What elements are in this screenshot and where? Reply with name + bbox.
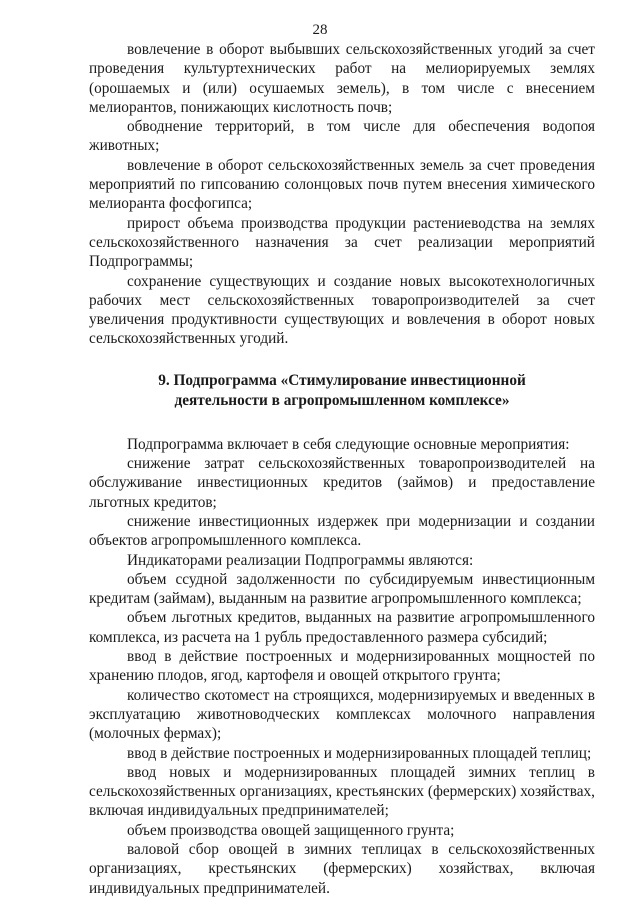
- section-heading-line-2: деятельности в агропромышленном комплексе»: [174, 391, 510, 409]
- paragraph: ввод в действие построенных и модернизированных площадей теплиц;: [127, 744, 592, 762]
- paragraph: Индикаторами реализации Подпрограммы являются:: [127, 551, 474, 569]
- paragraph: ввод новых и модернизированных площадей зимних теплиц в сельскохозяйственных организациях, крестьянских (фермерских) хозяйствах, включая индивидуальных предпринимателей;: [89, 763, 595, 820]
- paragraph: валовой сбор овощей в зимних теплицах в сельскохозяйственных организациях, крестьянских (фермерских) хозяйствах, включая индивидуальных предпринимателей.: [89, 840, 595, 897]
- paragraph: обводнение территорий, в том числе для обеспечения водопоя животных;: [89, 118, 595, 155]
- paragraph: объем ссудной задолженности по субсидируемым инвестиционным кредитам (займам), выданным на развитие агропромышленного комплекса;: [89, 570, 595, 608]
- paragraph: Подпрограмма включает в себя следующие основные мероприятия:: [127, 435, 570, 453]
- section-heading-line-1: 9. Подпрограмма «Стимулирование инвестиционной: [158, 371, 526, 389]
- paragraph: количество скотомест на строящихся, модернизируемых и введенных в эксплуатацию животноводческих комплексах молочного направления (молочных фермах);: [89, 686, 595, 743]
- paragraph: ввод в действие построенных и модернизированных мощностей по хранению плодов, ягод, картофеля и овощей открытого грунта;: [89, 648, 595, 685]
- paragraph: объем льготных кредитов, выданных на развитие агропромышленного комплекса, из расчета на 1 рубль предоставленного размера субсидий;: [89, 609, 595, 646]
- paragraph: сохранение существующих и создание новых высокотехнологичных рабочих мест сельскохозяйственных товаропроизводителей за счет увеличения продуктивности существующих и вовлечения в оборот новых сельскохозяйственных угодий.: [89, 272, 595, 348]
- paragraph: вовлечение в оборот сельскохозяйственных земель за счет проведения мероприятий по гипсованию солонцовых почв путем внесения химического мелиоранта фосфогипса;: [89, 156, 595, 213]
- paragraph: прирост объема производства продукции растениеводства на землях сельскохозяйственного назначения за счет реализации мероприятий Подпрограммы;: [89, 214, 595, 271]
- paragraph: вовлечение в оборот выбывших сельскохозяйственных угодий за счет проведения культуртехнических работ на мелиорируемых землях (орошаемых и (или) осушаемых земель), в том числе с внесением мелиорантов, понижающих кислотность почв;: [89, 41, 595, 116]
- paragraph: снижение инвестиционных издержек при модернизации и создании объектов агропромышленного комплекса.: [89, 512, 595, 550]
- page-number: 28: [312, 22, 328, 38]
- document-body: [89, 40, 595, 898]
- section-heading: [89, 371, 595, 411]
- paragraph: объем производства овощей защищенного грунта;: [127, 821, 455, 839]
- paragraph: снижение затрат сельскохозяйственных товаропроизводителей на обслуживание инвестиционных кредитов (займов) и предоставление льготных кредитов;: [89, 455, 595, 511]
